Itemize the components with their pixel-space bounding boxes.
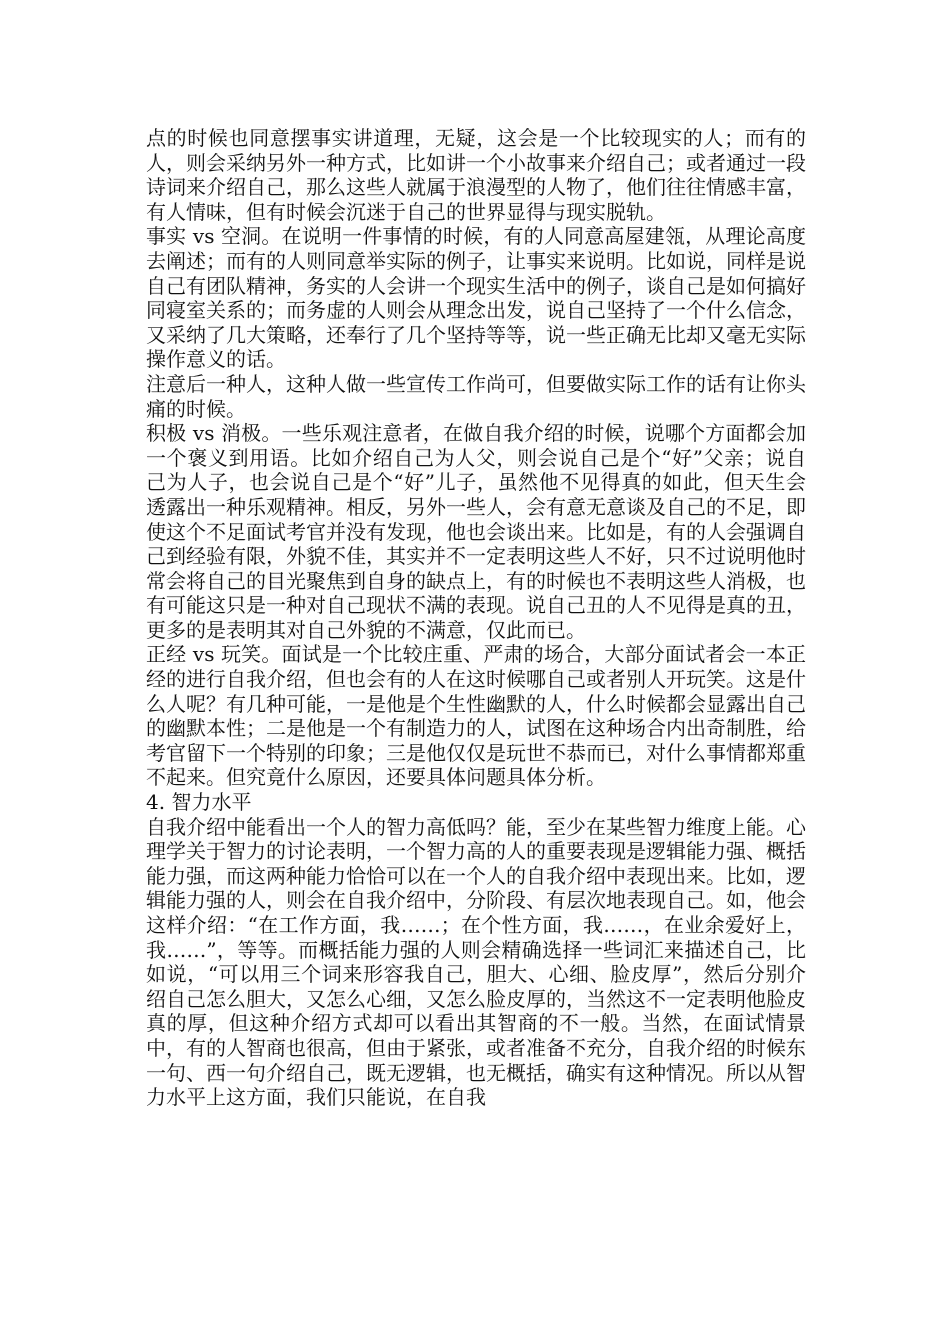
paragraph-note-latter-type: 注意后一种人，这种人做一些宣传工作尚可，但要做实际工作的话有让你头痛的时候。: [146, 371, 806, 421]
paragraph-positive-vs-negative: 积极 vs 消极。一些乐观注意者，在做自我介绍的时候，说哪个方面都会加一个褒义到用语。比如介绍自己为人父，则会说自己是个“好”父亲；说自己为人子，也会说自己是个“好”儿子，虽然他不见得真的如此，但天生会透露出一种乐观精神。相反，另外一些人，会有意无意谈及自己的不足，即使这个不足面试考官并没有发现，他也会谈出来。比如是，有的人会强调自己到经验有限，外貌不佳，其实并不一定表明这些人不好，只不过说明他时常会将自己的目光聚焦到自身的缺点上，有的时候也不表明这些人消极，也有可能这只是一种对自己现状不满的表现。说自己丑的人不见得是真的丑，更多的是表明其对自己外貌的不满意，仅此而已。: [146, 421, 806, 642]
paragraph-fact-vs-empty: 事实 vs 空洞。在说明一件事情的时候，有的人同意高屋建瓴，从理论高度去阐述；而有的人则同意举实际的例子，让事实来说明。比如说，同样是说自己有团队精神，务实的人会讲一个现实生活中的例子，谈自己是如何搞好同寝室关系的；而务虚的人则会从理念出发，说自己坚持了一个什么信念，又采纳了几大策略，还奉行了几个坚持等等，说一些正确无比却又毫无实际操作意义的话。: [146, 224, 806, 372]
paragraph-serious-vs-joking: 正经 vs 玩笑。面试是一个比较庄重、严肃的场合，大部分面试者会一本正经的进行自我介绍，但也会有的人在这时候哪自己或者别人开玩笑。这是什么人呢？有几种可能，一是他是个生性幽默的人，什么时候都会显露出自己的幽默本性；二是他是一个有制造力的人，试图在这种场合内出奇制胜，给考官留下一个特别的印象；三是他仅仅是玩世不恭而已，对什么事情都郑重不起来。但究竟什么原因，还要具体问题具体分析。: [146, 642, 806, 790]
document-body: [146, 126, 806, 1110]
paragraph-intelligence-level: 自我介绍中能看出一个人的智力高低吗？能，至少在某些智力维度上能。心理学关于智力的讨论表明，一个智力高的人的重要表现是逻辑能力强、概括能力强，而这两种能力恰恰可以在一个人的自我介绍中表现出来。比如，逻辑能力强的人，则会在自我介绍中，分阶段、有层次地表现自己。如，他会这样介绍：“在工作方面，我……；在个性方面，我……，在业余爱好上，我……”，等等。而概括能力强的人则会精确选择一些词汇来描述自己，比如说，“可以用三个词来形容我自己，胆大、心细、脸皮厚”，然后分别介绍自己怎么胆大，又怎么心细，又怎么脸皮厚的，当然这不一定表明他脸皮真的厚，但这种介绍方式却可以看出其智商的不一般。当然，在面试情景中，有的人智商也很高，但由于紧张，或者准备不充分，自我介绍的时候东一句、西一句介绍自己，既无逻辑，也无概括，确实有这种情况。所以从智力水平上这方面，我们只能说，在自我: [146, 814, 806, 1110]
paragraph-romantic-vs-realistic: 点的时候也同意摆事实讲道理，无疑，这会是一个比较现实的人；而有的人，则会采纳另外一种方式，比如讲一个小故事来介绍自己；或者通过一段诗词来介绍自己，那么这些人就属于浪漫型的人物了，他们往往情感丰富，有人情味，但有时候会沉迷于自己的世界显得与现实脱轨。: [146, 126, 806, 224]
section-heading-intelligence: 4. 智力水平: [146, 790, 252, 815]
